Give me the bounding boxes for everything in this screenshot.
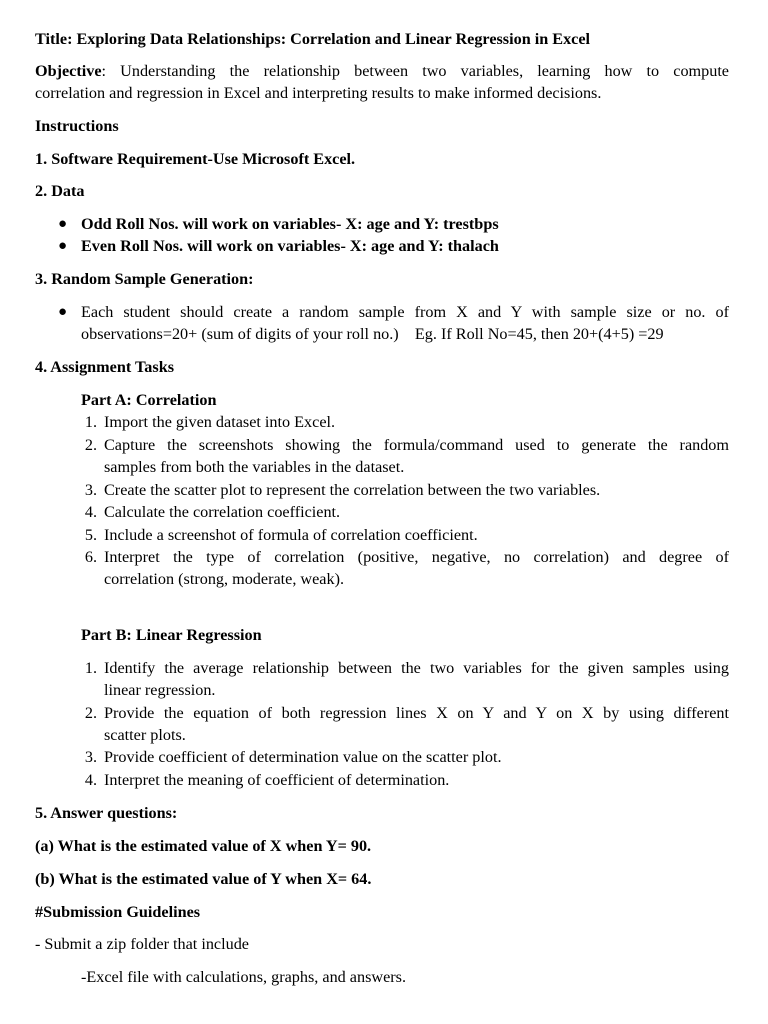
part-b-item-2-line-1: Provide the equation of both regression lines X on Y and Y on X by using different	[104, 704, 729, 722]
list-number: 4.	[84, 503, 97, 521]
list-number: 5.	[84, 526, 97, 544]
part-a-item-2-line-1: Capture the screenshots showing the formula/command used to generate the random	[104, 436, 729, 454]
list-number: 1.	[84, 413, 97, 431]
document-title: Title: Exploring Data Relationships: Correlation and Linear Regression in Excel	[35, 30, 591, 48]
data-heading: 2. Data	[35, 182, 85, 200]
part-a-item-3: Create the scatter plot to represent the correlation between the two variables.	[104, 481, 601, 499]
question-a: (a) What is the estimated value of X when Y= 90.	[35, 837, 372, 855]
answer-heading: 5. Answer questions:	[35, 804, 178, 822]
part-a-item-6-line-1: Interpret the type of correlation (positive, negative, no correlation) and degree of	[104, 548, 729, 566]
bullet-icon: ●	[58, 304, 68, 320]
list-number: 3.	[84, 481, 97, 499]
data-bullet-even: Even Roll Nos. will work on variables- X: age and Y: thalach	[81, 237, 499, 255]
bullet-icon: ●	[58, 216, 68, 232]
part-b-item-1-line-2: linear regression.	[104, 681, 216, 699]
list-number: 3.	[84, 748, 97, 766]
part-b-item-1-line-1: Identify the average relationship between the two variables for the given samples using	[104, 659, 729, 677]
part-a-item-4: Calculate the correlation coefficient.	[104, 503, 341, 521]
list-number: 4.	[84, 771, 97, 789]
submission-line: - Submit a zip folder that include	[35, 935, 249, 953]
list-number: 1.	[84, 659, 97, 677]
part-b-item-4: Interpret the meaning of coefficient of determination.	[104, 771, 450, 789]
part-a-item-6-line-2: correlation (strong, moderate, weak).	[104, 570, 345, 588]
submission-heading: #Submission Guidelines	[35, 903, 201, 921]
tasks-heading: 4. Assignment Tasks	[35, 358, 174, 376]
objective-text-1: : Understanding the relationship between two variables, learning how to compute	[101, 62, 729, 80]
part-b-item-3: Provide coefficient of determination value on the scatter plot.	[104, 748, 502, 766]
list-number: 6.	[84, 548, 97, 566]
question-b: (b) What is the estimated value of Y when X= 64.	[35, 870, 372, 888]
part-a-item-1: Import the given dataset into Excel.	[104, 413, 336, 431]
submission-item: -Excel file with calculations, graphs, and answers.	[81, 968, 406, 986]
data-bullet-odd: Odd Roll Nos. will work on variables- X: age and Y: trestbps	[81, 215, 499, 233]
random-bullet-line-1: Each student should create a random sample from X and Y with sample size or no. of	[81, 303, 729, 321]
random-sample-heading: 3. Random Sample Generation:	[35, 270, 254, 288]
objective-line-1	[35, 60, 729, 82]
bullet-icon: ●	[58, 238, 68, 254]
part-a-heading: Part A: Correlation	[81, 391, 217, 409]
software-requirement: 1. Software Requirement-Use Microsoft Excel.	[35, 150, 356, 168]
part-b-item-2-line-2: scatter plots.	[104, 726, 186, 744]
list-number: 2.	[84, 704, 97, 722]
list-number: 2.	[84, 436, 97, 454]
objective-label: Objective	[35, 62, 102, 80]
part-a-item-2-line-2: samples from both the variables in the dataset.	[104, 458, 405, 476]
instructions-heading: Instructions	[35, 117, 119, 135]
part-a-item-5: Include a screenshot of formula of correlation coefficient.	[104, 526, 478, 544]
objective-line-2: correlation and regression in Excel and interpreting results to make informed decisions.	[35, 84, 602, 102]
random-bullet-line-2: observations=20+ (sum of digits of your roll no.) Eg. If Roll No=45, then 20+(4+5) =29	[81, 325, 664, 343]
part-b-heading: Part B: Linear Regression	[81, 626, 262, 644]
